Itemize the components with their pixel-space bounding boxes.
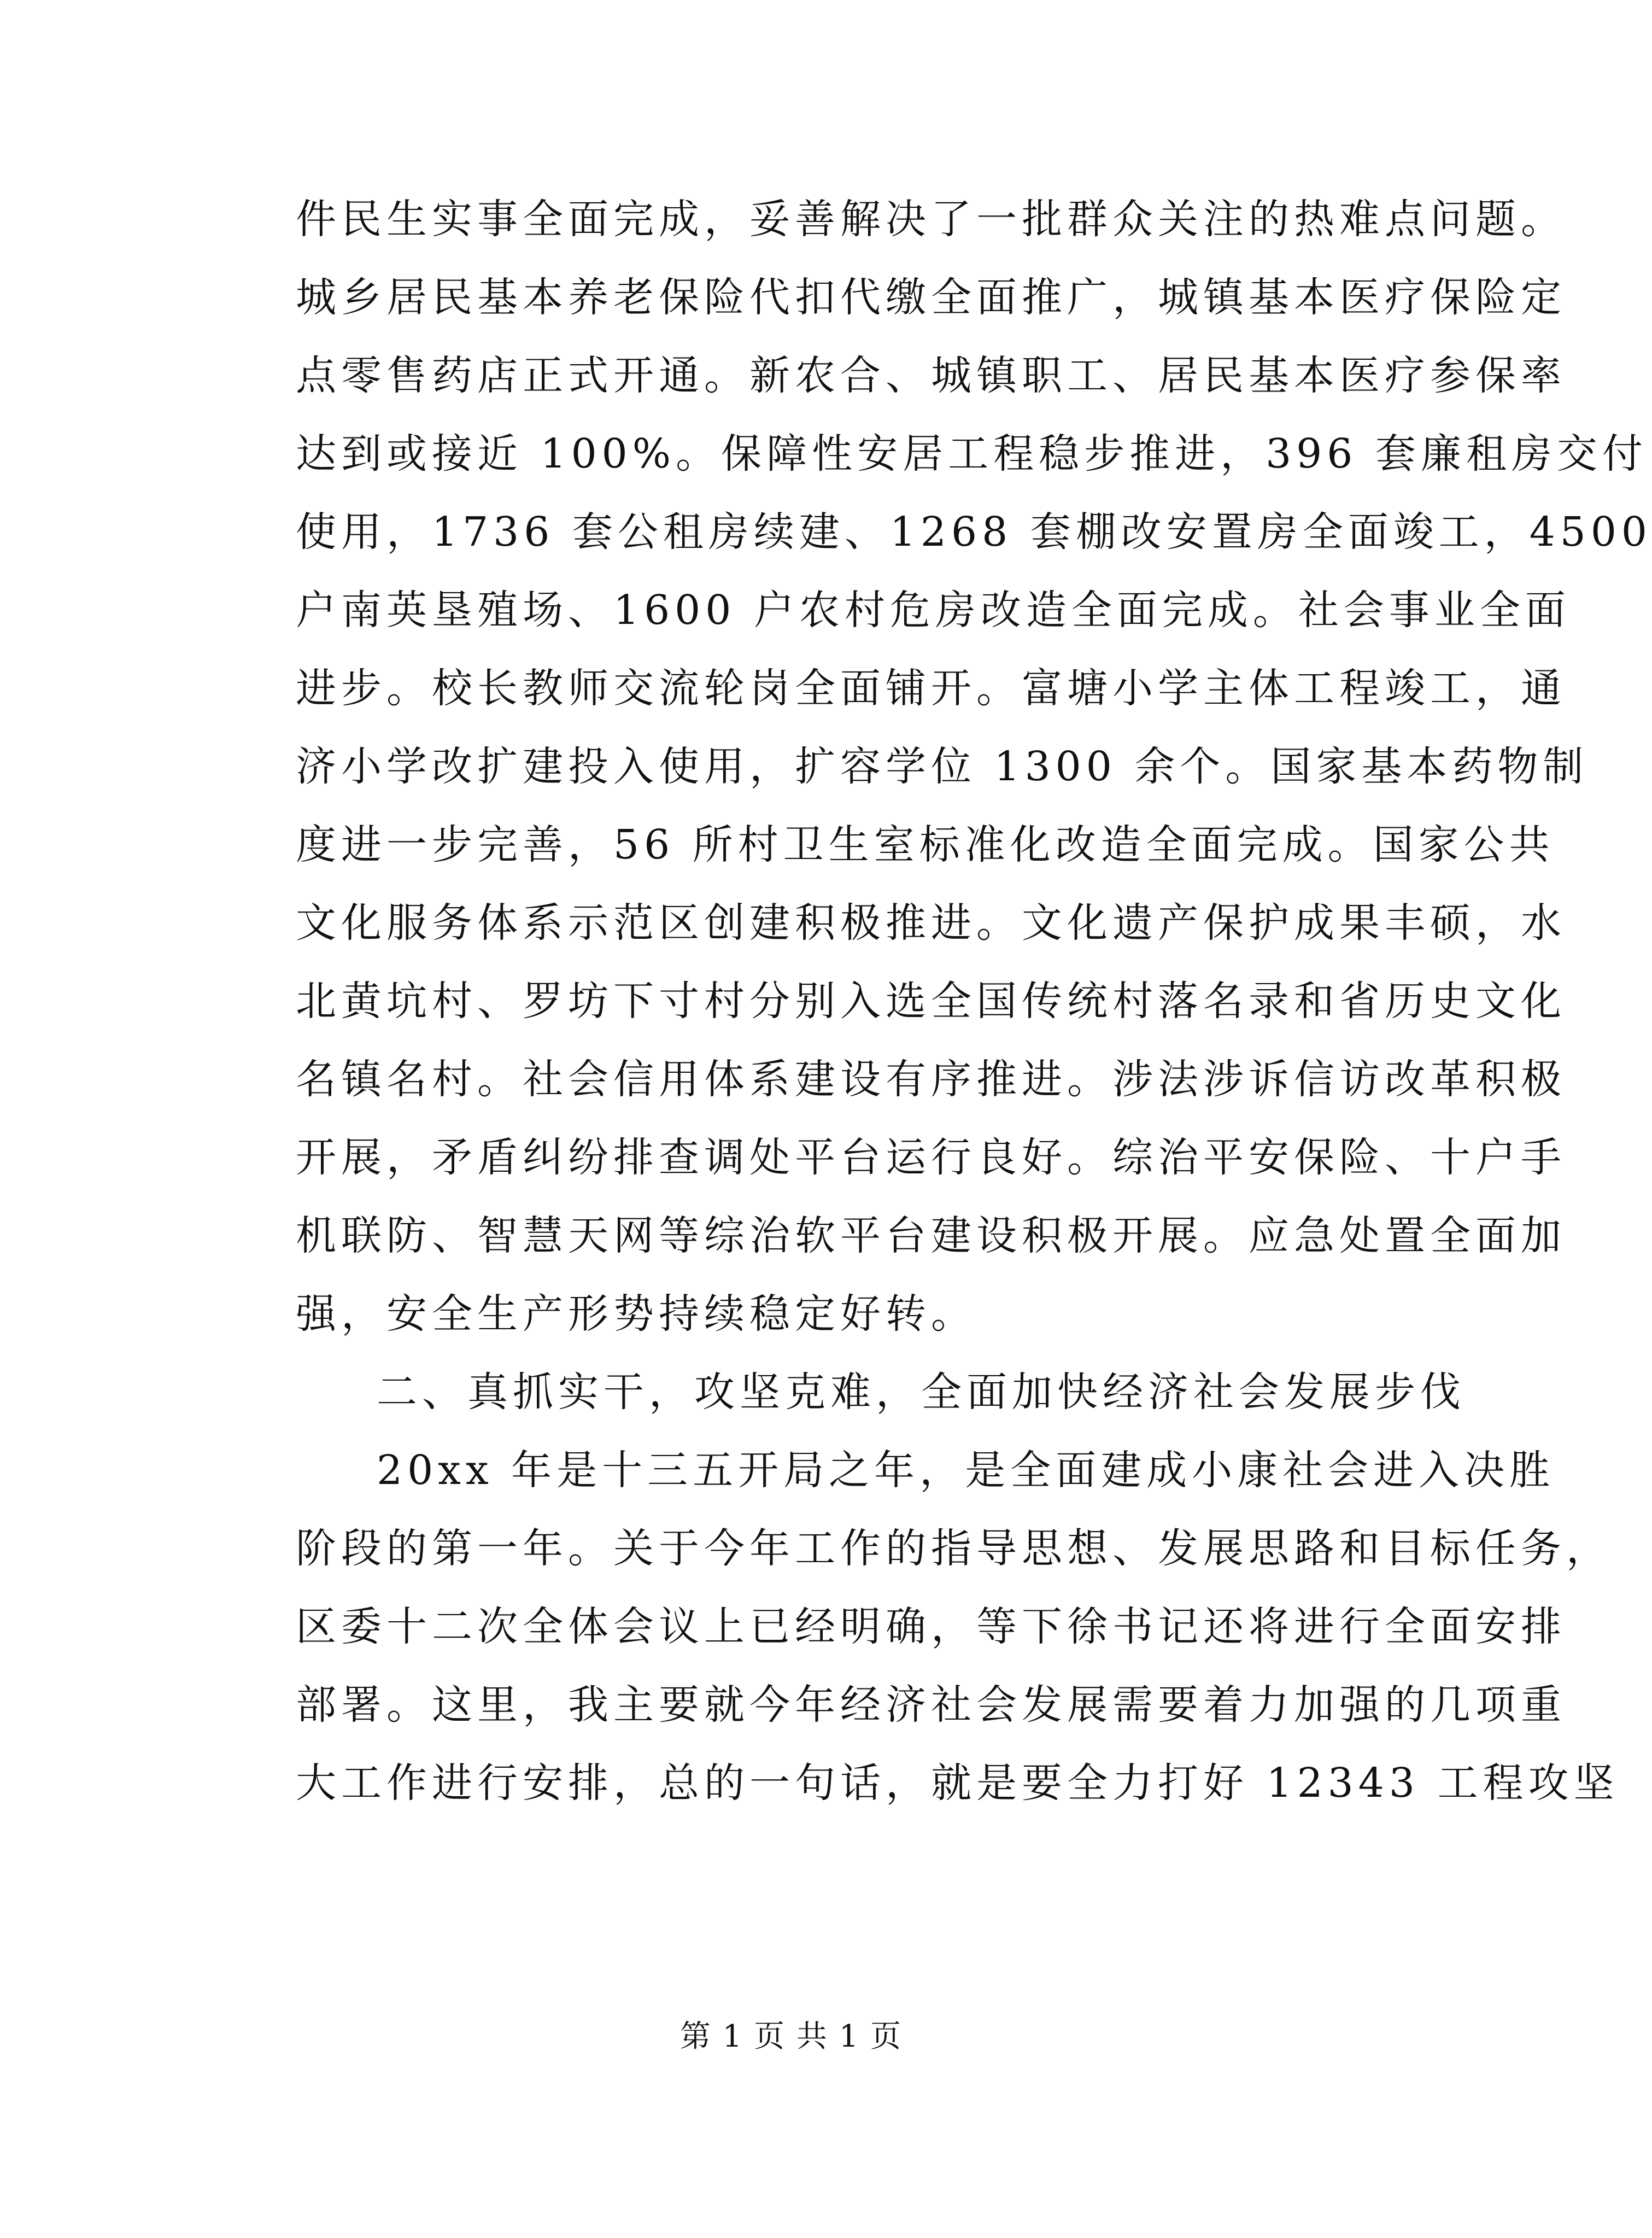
text-line: 使用，1736 套公租房续建、1268 套棚改安置房全面竣工，4500 — [296, 509, 1652, 556]
text-line: 部署。这里，我主要就今年经济社会发展需要着力加强的几项重 — [296, 1681, 1566, 1728]
body-text — [296, 180, 1652, 1822]
text-line: 开展，矛盾纠纷排查调处平台运行良好。综治平安保险、十户手 — [296, 1134, 1566, 1181]
section-heading: 二、真抓实干，攻坚克难，全面加快经济社会发展步伐 — [377, 1369, 1466, 1416]
text-line: 户南英垦殖场、1600 户农村危房改造全面完成。社会事业全面 — [296, 587, 1571, 634]
text-line: 进步。校长教师交流轮岗全面铺开。富塘小学主体工程竣工，通 — [296, 665, 1566, 712]
text-line: 济小学改扩建投入使用，扩容学位 1300 余个。国家基本药物制 — [296, 743, 1589, 790]
text-line: 阶段的第一年。关于今年工作的指导思想、发展思路和目标任务， — [296, 1525, 1612, 1572]
text-line: 文化服务体系示范区创建积极推进。文化遗产保护成果丰硕，水 — [296, 899, 1566, 946]
text-line: 名镇名村。社会信用体系建设有序推进。涉法涉诉信访改革积极 — [296, 1056, 1566, 1103]
text-line: 达到或接近 100%。保障性安居工程稳步推进，396 套廉租房交付 — [296, 430, 1648, 477]
page-number: 第 1 页 共 1 页 — [679, 2019, 903, 2054]
text-line: 度进一步完善，56 所村卫生室标准化改造全面完成。国家公共 — [296, 821, 1555, 868]
text-line: 件民生实事全面完成，妥善解决了一批群众关注的热难点问题。 — [296, 196, 1566, 243]
text-line: 城乡居民基本养老保险代扣代缴全面推广，城镇基本医疗保险定 — [296, 274, 1566, 321]
text-line: 点零售药店正式开通。新农合、城镇职工、居民基本医疗参保率 — [296, 352, 1566, 399]
text-line: 区委十二次全体会议上已经明确，等下徐书记还将进行全面安排 — [296, 1603, 1566, 1650]
text-line: 北黄坑村、罗坊下寸村分别入选全国传统村落名录和省历史文化 — [296, 978, 1566, 1025]
text-line: 大工作进行安排，总的一句话，就是要全力打好 12343 工程攻坚 — [296, 1760, 1619, 1807]
page-footer — [0, 2015, 1582, 2059]
text-line: 机联防、智慧天网等综治软平台建设积极开展。应急处置全面加 — [296, 1212, 1566, 1259]
text-line: 20xx 年是十三五开局之年，是全面建成小康社会进入决胜 — [377, 1447, 1555, 1494]
text-line: 强，安全生产形势持续稳定好转。 — [296, 1290, 976, 1337]
